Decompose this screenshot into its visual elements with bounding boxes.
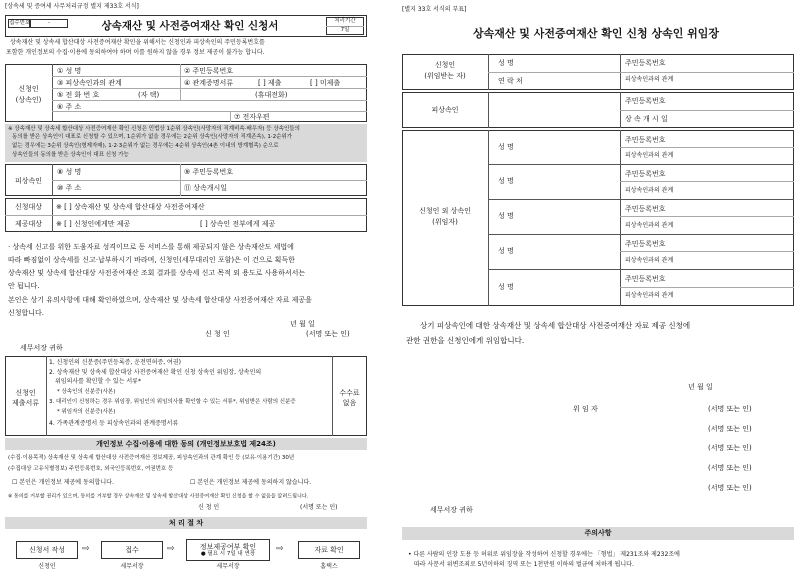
delegatee-sublabel: (위임받는 자) xyxy=(424,72,466,80)
caution-title: 주의사항 xyxy=(584,529,612,537)
right-sign-hint-1: (서명 또는 인) xyxy=(708,405,752,413)
consent-sign-hint: (서명 또는 인) xyxy=(300,504,338,511)
notice-line-2: 동의를 받은 상속인이 대표로 신청할 수 있으며, 1순위가 없을 경우에는 2순위 상속인(사망자의 직계존속), 1·2순위가 xyxy=(12,134,293,140)
provide-scope-label: 제공대상 xyxy=(14,220,43,228)
receipt-number-value: - xyxy=(48,20,50,26)
fee-value: 없음 xyxy=(342,399,357,407)
field-email-label: ⑦ 전자우편 xyxy=(234,113,270,121)
process-step-4 xyxy=(298,541,360,559)
process-step-3-label: 정보제공여부 확인 xyxy=(199,542,257,551)
left-intro-line-1: 상속재산 및 상속세 합산대상 사전증여재산 확인을 위해서는 신청인과 피상속인의 주민등록번호를 xyxy=(10,39,265,46)
doc-item-3b: * 위임자의 신분증(사본) xyxy=(57,409,116,415)
consent-note: ※ 동의를 거부할 권리가 있으며, 동의를 거부할 경우 상속재산 및 상속세 합산대상 사전증여재산 확인 신청을 할 수 없음을 알려드립니다. xyxy=(8,494,309,500)
process-step-3 xyxy=(186,539,270,561)
delegatee-rrn-label: 주민등록번호 xyxy=(625,59,666,67)
right-date-line: 년 월 일 xyxy=(688,383,713,391)
left-header-note: [상속세 및 증여세 사무처리규정 별지 제33호 서식] xyxy=(5,3,139,10)
delegator-1-rrn-label: 주민등록번호 xyxy=(625,136,666,144)
delegator-2-name-label: 성 명 xyxy=(498,177,514,185)
right-deceased-label: 피상속인 xyxy=(431,106,459,114)
delegator-5-rrn-label: 주민등록번호 xyxy=(625,275,666,283)
delegator-5-name-label: 성 명 xyxy=(498,283,514,291)
consent-signer-label: 신 청 인 xyxy=(198,504,220,511)
consent-title: 개인정보 수집·이용에 대한 동의 (개인정보보호법 제24조) xyxy=(96,440,276,448)
doc-item-2c: * 상속인의 신분증(사본) xyxy=(57,389,116,395)
processing-period-label: 처리기간 xyxy=(334,18,356,24)
consent-line-2: (수집대상 고유식별정보) 주민등록번호, 외국인등록번호, 여권번호 등 xyxy=(8,466,174,472)
processing-period-value: 7일 xyxy=(340,27,350,33)
right-form xyxy=(398,0,800,587)
right-form-title: 상속재산 및 사전증여재산 확인 신청 상속인 위임장 xyxy=(472,27,720,40)
delegator-2-relation-label: 피상속인과의 관계 xyxy=(625,187,674,194)
field-phone-label: ⑤ 전 화 번 호 xyxy=(57,91,100,99)
delegator-4-rrn-label: 주민등록번호 xyxy=(625,240,666,248)
notice-line-4: 상속인들의 동의를 받은 상속인이 대표 신청 가능 xyxy=(12,152,129,158)
doc-item-2a: 2. 상속재산 및 상속세 합산대상 사전증여재산 확인 신청 상속인 위임장, 상속인의 xyxy=(49,369,262,376)
relation-doc-nosubmit-checkbox[interactable]: [ ] 미제출 xyxy=(310,79,341,87)
delegatee-label: 신청인 xyxy=(434,61,456,69)
inheritance-start-date-label: ⑪ 상속개시일 xyxy=(184,184,228,192)
doc-item-2b: 위임의사를 확인할 수 있는 서류* xyxy=(55,378,141,385)
field-relation-label: ③ 피상속인과의 관계 xyxy=(57,79,122,87)
right-body-line-2: 관한 권한을 신청인에게 위임합니다. xyxy=(406,336,525,345)
delegator-sublabel: (위임자) xyxy=(432,218,458,226)
field-rrn-label: ② 주민등록번호 xyxy=(184,67,234,75)
right-addressee: 세무서장 귀하 xyxy=(430,506,473,514)
left-body-line-2: 따라 빠짐없이 상속세를 신고·납부하시기 바라며, 신청인(세무대리인 포함)은 이 건으로 획득한 xyxy=(8,256,295,264)
process-arrow-3: ⇨ xyxy=(276,544,284,554)
doc-item-1: 1. 신청인의 신분증(주민등록증, 운전면허증, 여권) xyxy=(49,359,181,366)
process-step-2-label: 접수 xyxy=(125,545,139,554)
right-deceased-start-date-label: 상 속 개 시 일 xyxy=(625,115,668,123)
delegator-label: 신청인 외 상속인 xyxy=(419,207,471,215)
consent-agree-checkbox[interactable]: ☐ 본인은 개인정보 제공에 동의합니다. xyxy=(12,479,114,486)
delegator-4-relation-label: 피상속인과의 관계 xyxy=(625,257,674,264)
process-arrow-2: ⇨ xyxy=(167,544,175,554)
right-sign-hint-3: (서명 또는 인) xyxy=(708,444,752,452)
applicant-label: 신청인 xyxy=(18,85,39,93)
field-address-label: ⑥ 주 소 xyxy=(57,103,82,111)
left-form-title: 상속재산 및 사전증여재산 확인 신청서 xyxy=(101,20,279,32)
process-step-2 xyxy=(101,541,163,559)
delegator-5-relation-label: 피상속인과의 관계 xyxy=(625,292,674,299)
left-form xyxy=(0,0,372,587)
caution-line-2: 따라 사문서 위변조죄로 5년이하의 징역 또는 1천만원 이하의 벌금에 처하게 됩니다. xyxy=(414,561,634,568)
right-sign-hint-2: (서명 또는 인) xyxy=(708,425,752,433)
left-addressee: 세무서장 귀하 xyxy=(20,344,63,352)
field-phone-home-label: (자 택) xyxy=(138,91,160,99)
right-body-line-1: 상기 피상속인에 대한 상속재산 및 상속세 합산대상 사전증여재산 자료 제공 신청에 xyxy=(420,321,691,330)
process-step-4-label: 자료 확인 xyxy=(314,545,344,554)
consent-line-1: (수집·이용목적) 상속재산 및 상속세 합산대상 사전증여재산 정보제공, 피상속인과의 관계 확인 등 (보유·이용기간) 30년 xyxy=(8,455,295,461)
process-step-1-actor: 신청인 xyxy=(38,563,56,570)
left-sign-hint: (서명 또는 인) xyxy=(306,330,350,338)
delegator-3-name-label: 성 명 xyxy=(498,212,514,220)
right-header-note: [별지 33호 서식의 부표] xyxy=(402,6,467,13)
provide-all-heirs-checkbox[interactable]: [ ] 상속인 전부에게 제공 xyxy=(200,220,276,228)
request-target-label: 신청대상 xyxy=(14,203,43,211)
request-target-checkbox[interactable]: ※ [ ] 상속재산 및 상속세 합산대상 사전증여재산 xyxy=(56,203,205,211)
doc-item-4: 4. 가족관계증명서 등 피상속인과의 관계증명서류 xyxy=(49,420,179,427)
consent-disagree-checkbox[interactable]: ☐ 본인은 개인정보 제공에 동의하지 않습니다. xyxy=(190,479,312,486)
fee-label: 수수료 xyxy=(339,389,360,397)
left-body-line-4: 안 됩니다. xyxy=(8,282,40,290)
submission-docs-label: 신청인 xyxy=(15,389,36,397)
left-body-line-1: · 상속세 신고를 위한 도움자료 성격이므로 동 서비스를 통해 제공되지 않은 상속재산도 세법에 xyxy=(8,243,294,251)
process-step-4-actor: 홈택스 xyxy=(320,563,338,570)
process-arrow-1: ⇨ xyxy=(82,544,90,554)
deceased-rrn-label: ⑨ 주민등록번호 xyxy=(184,168,234,176)
process-step-1-label: 신청서 작성 xyxy=(28,545,66,554)
relation-doc-submit-checkbox[interactable]: [ ] 제출 xyxy=(258,79,282,87)
field-relation-doc-label: ④ 관계증명서류 xyxy=(184,79,234,87)
left-intro-line-2: 포함한 개인정보의 수집·이용에 동의하여야 하며 이를 원하지 않을 경우 정보 제공이 불가능 합니다. xyxy=(6,49,265,56)
process-step-1 xyxy=(16,541,78,559)
applicant-sublabel: (상속인) xyxy=(15,96,42,104)
notice-line-3: 없는 경우에는 3순위 상속인(형제자매), 1·2·3순위가 없는 경우에는 4순위 상속인(4촌 이내의 방계혈족) 순으로 xyxy=(12,143,279,149)
process-step-2-actor: 세무서장 xyxy=(120,563,144,570)
left-date-line: 년 월 일 xyxy=(290,320,315,328)
field-name-label: ① 성 명 xyxy=(57,67,82,75)
deceased-name-label: ⑧ 성 명 xyxy=(57,168,82,176)
deceased-address-label: ⑩ 주 소 xyxy=(57,184,82,192)
doc-item-3a: 3. 대리인이 신청하는 경우 위임장, 위임인의 위임의사를 확인할 수 있는 서류*, 위임받은 사람의 신분증 xyxy=(49,399,296,405)
process-step-3-note: ● 필요 시 7일 내 연장 xyxy=(200,550,256,557)
provide-applicant-only-checkbox[interactable]: ※ [ ] 신청인에게만 제공 xyxy=(56,220,131,228)
left-body-line-3: 상속재산 및 상속세 합산대상 사전증여재산 조회 결과를 상속세 신고 목적 외 용도로 사용하셔서는 xyxy=(8,269,306,277)
delegator-3-relation-label: 피상속인과의 관계 xyxy=(625,222,674,229)
delegator-3-rrn-label: 주민등록번호 xyxy=(625,205,666,213)
notice-line-1: ※ 상속재산 및 상속세 합산대상 사전증여재산 확인 신청은 민법상 1순위 상속인(사망자의 직계비속·배우자) 등 상속인들의 xyxy=(8,126,300,132)
delegator-4-name-label: 성 명 xyxy=(498,247,514,255)
receipt-number-label: 접수번호 xyxy=(9,20,31,26)
process-step-3-actor: 세무서장 xyxy=(216,563,240,570)
deceased-label: 피상속인 xyxy=(14,177,43,185)
right-delegator-sign-label: 위 임 자 xyxy=(573,405,598,413)
delegatee-name-label: 성 명 xyxy=(498,59,514,67)
left-body-line-6: 신청합니다. xyxy=(8,309,45,317)
caution-line-1: • 다른 사람의 인장 도용 등 허위로 위임장을 작성하여 신청할 경우에는 「형법」 제231조와 제232조에 xyxy=(408,551,680,558)
right-deceased-rrn-label: 주민등록번호 xyxy=(625,97,666,105)
submission-docs-sublabel: 제출서류 xyxy=(11,399,40,407)
delegatee-relation-label: 피상속인과의 관계 xyxy=(625,76,674,83)
left-signer-label: 신 청 인 xyxy=(205,330,230,338)
process-title: 처 리 절 차 xyxy=(168,519,204,527)
delegator-2-rrn-label: 주민등록번호 xyxy=(625,170,666,178)
left-body-line-5: 본인은 상기 유의사항에 대해 확인하였으며, 상속재산 및 상속세 합산대상 사전증여재산 자료 제공을 xyxy=(8,296,312,304)
delegatee-contact-label: 연 락 처 xyxy=(498,77,523,85)
right-sign-hint-4: (서명 또는 인) xyxy=(708,464,752,472)
field-phone-mobile-label: (휴대전화) xyxy=(255,91,288,99)
right-sign-hint-5: (서명 또는 인) xyxy=(708,484,752,492)
delegator-1-name-label: 성 명 xyxy=(498,143,514,151)
delegator-1-relation-label: 피상속인과의 관계 xyxy=(625,152,674,159)
